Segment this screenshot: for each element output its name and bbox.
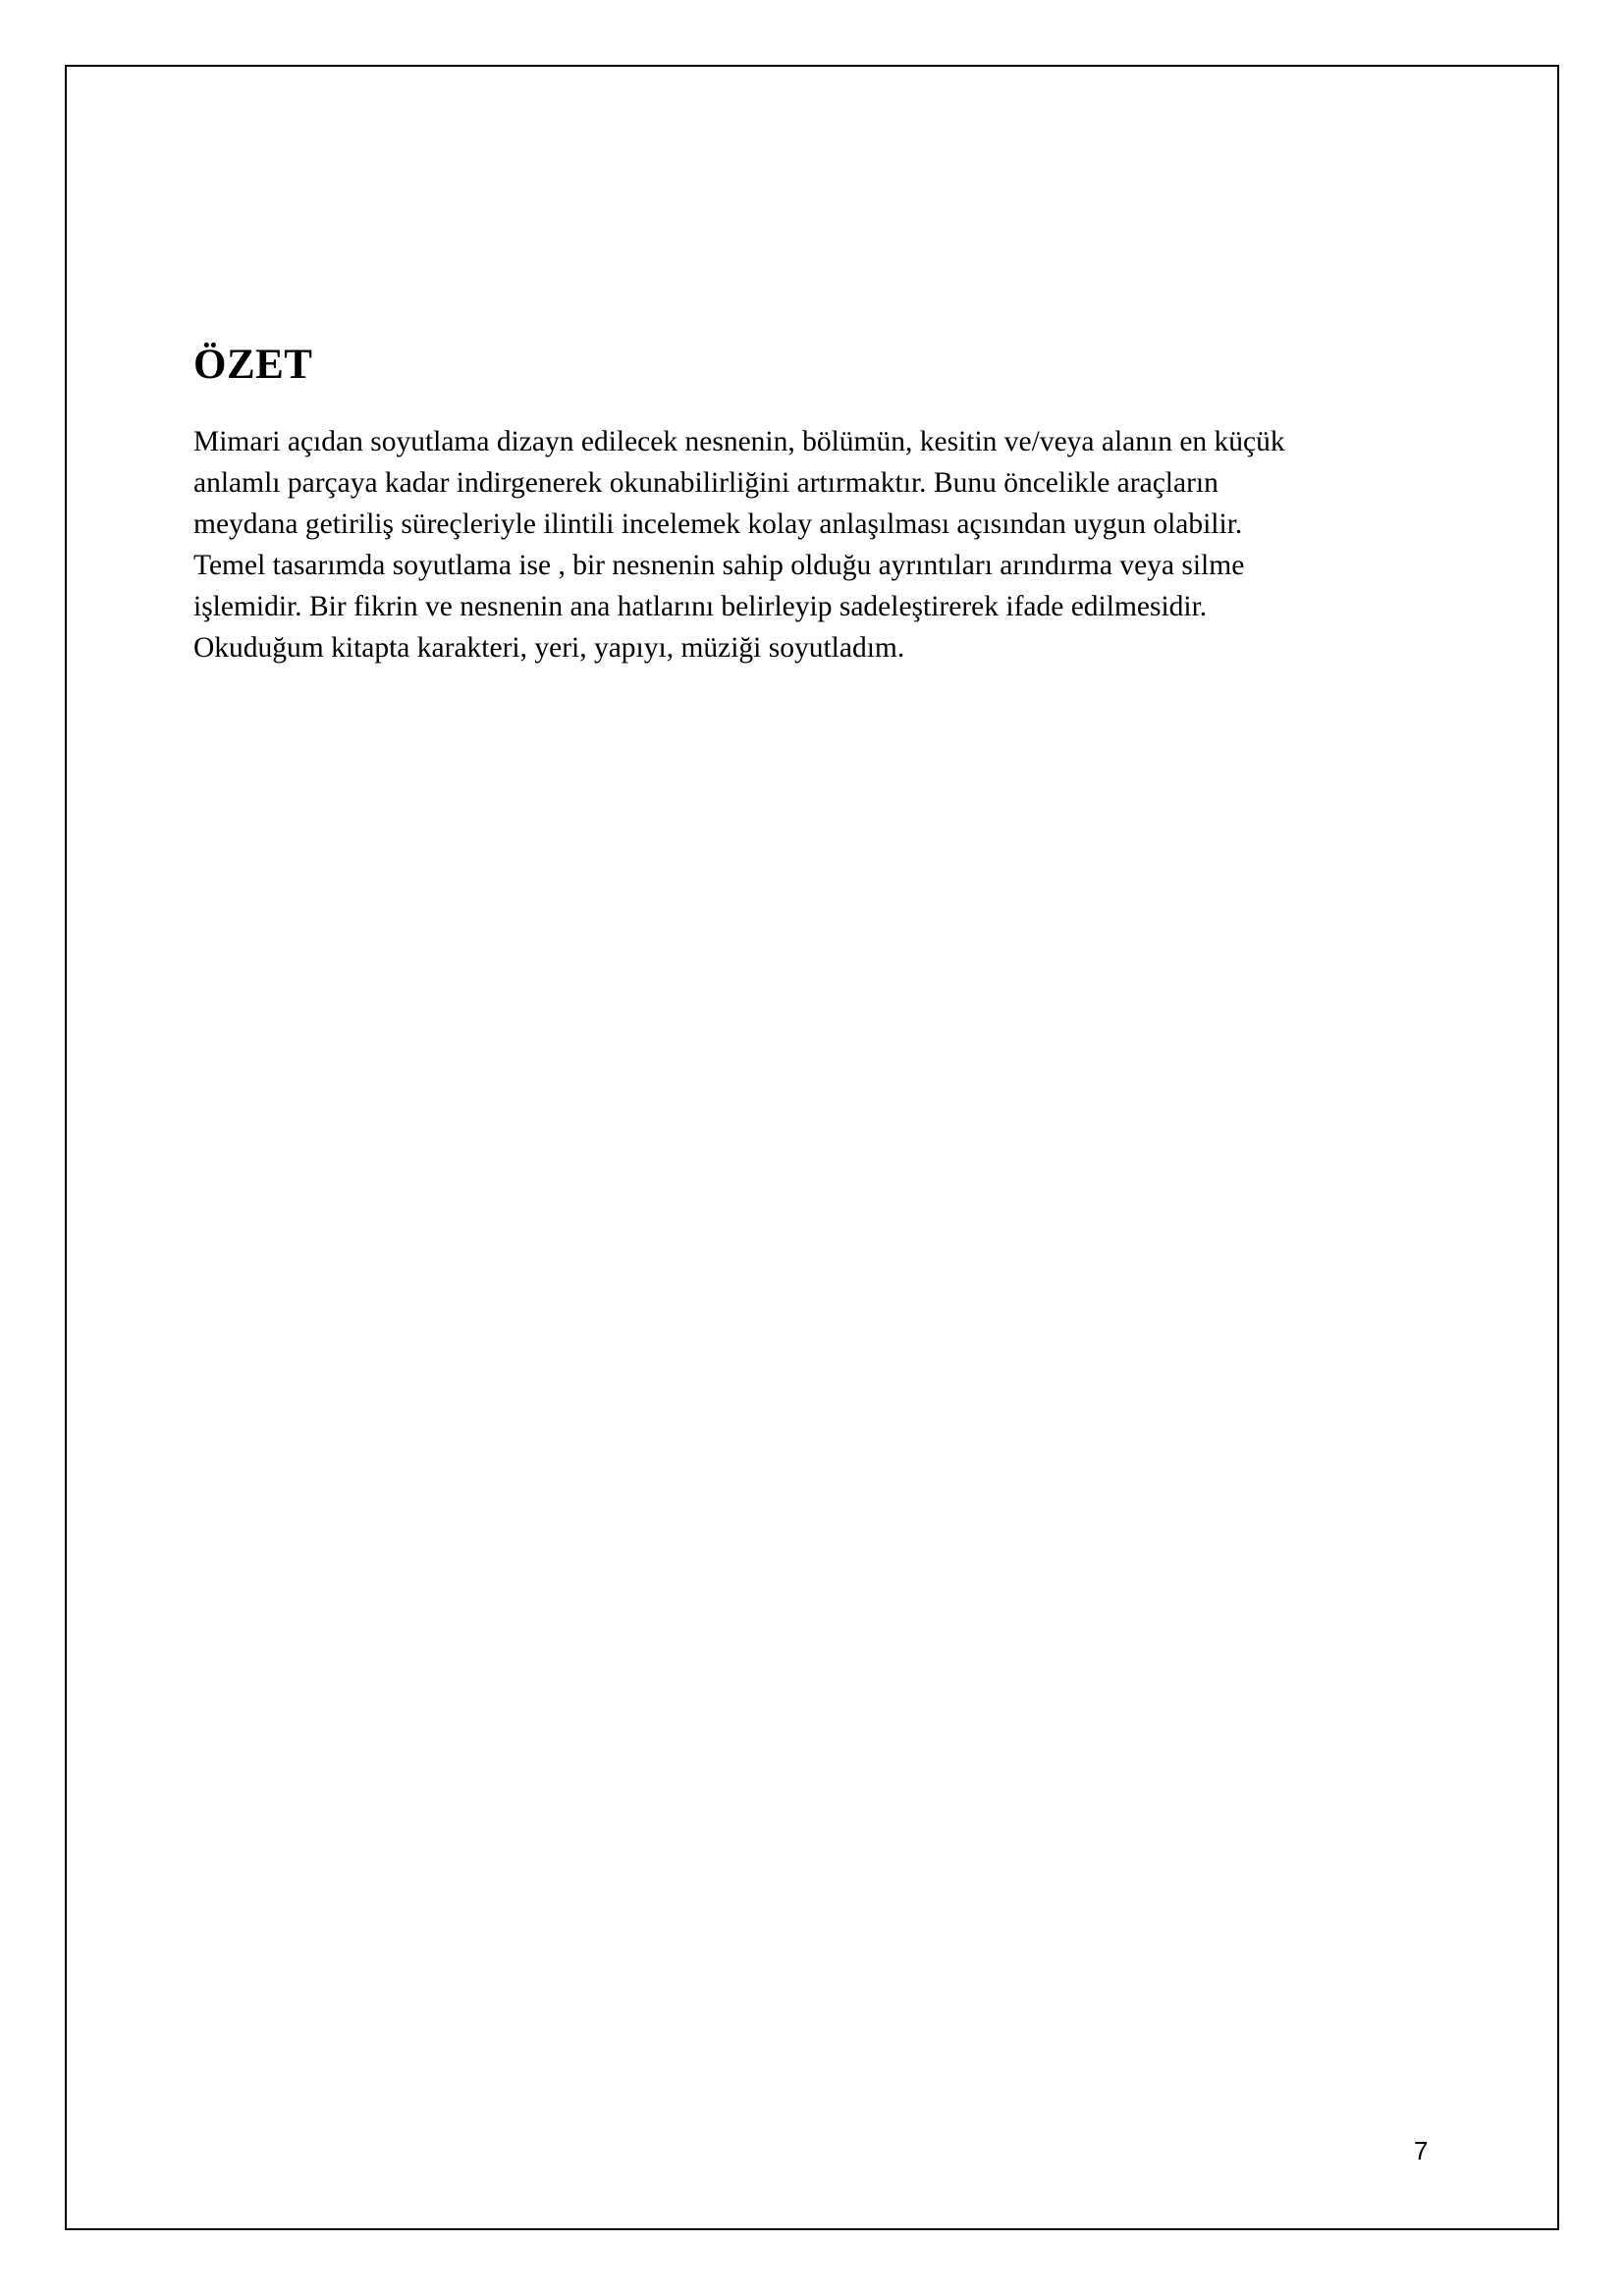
page-border <box>65 65 1559 2230</box>
paragraph-line: Mimari açıdan soyutlama dizayn edilecek nesnenin, bölümün, kesitin ve/veya alanın en küçük <box>193 426 1285 457</box>
page-number: 7 <box>1414 2136 1429 2165</box>
paragraph-line: meydana getiriliş süreçleriyle ilintili incelemek kolay anlaşılması açısından uygun olabilir. <box>193 508 1243 540</box>
paragraph-line: Okuduğum kitapta karakteri, yeri, yapıyı, müziği soyutladım. <box>193 632 905 664</box>
paragraph-line: anlamlı parçaya kadar indirgenerek okunabilirliğini artırmaktır. Bunu öncelikle araçların <box>193 467 1218 499</box>
paragraph-line: işlemidir. Bir fikrin ve nesnenin ana hatlarını belirleyip sadeleştirerek ifade edilmesidir. <box>193 591 1208 622</box>
summary-paragraph <box>193 421 1460 668</box>
paragraph-line: Temel tasarımda soyutlama ise , bir nesnenin sahip olduğu ayrıntıları arındırma veya silme <box>193 550 1245 581</box>
page-heading: ÖZET <box>193 342 313 388</box>
